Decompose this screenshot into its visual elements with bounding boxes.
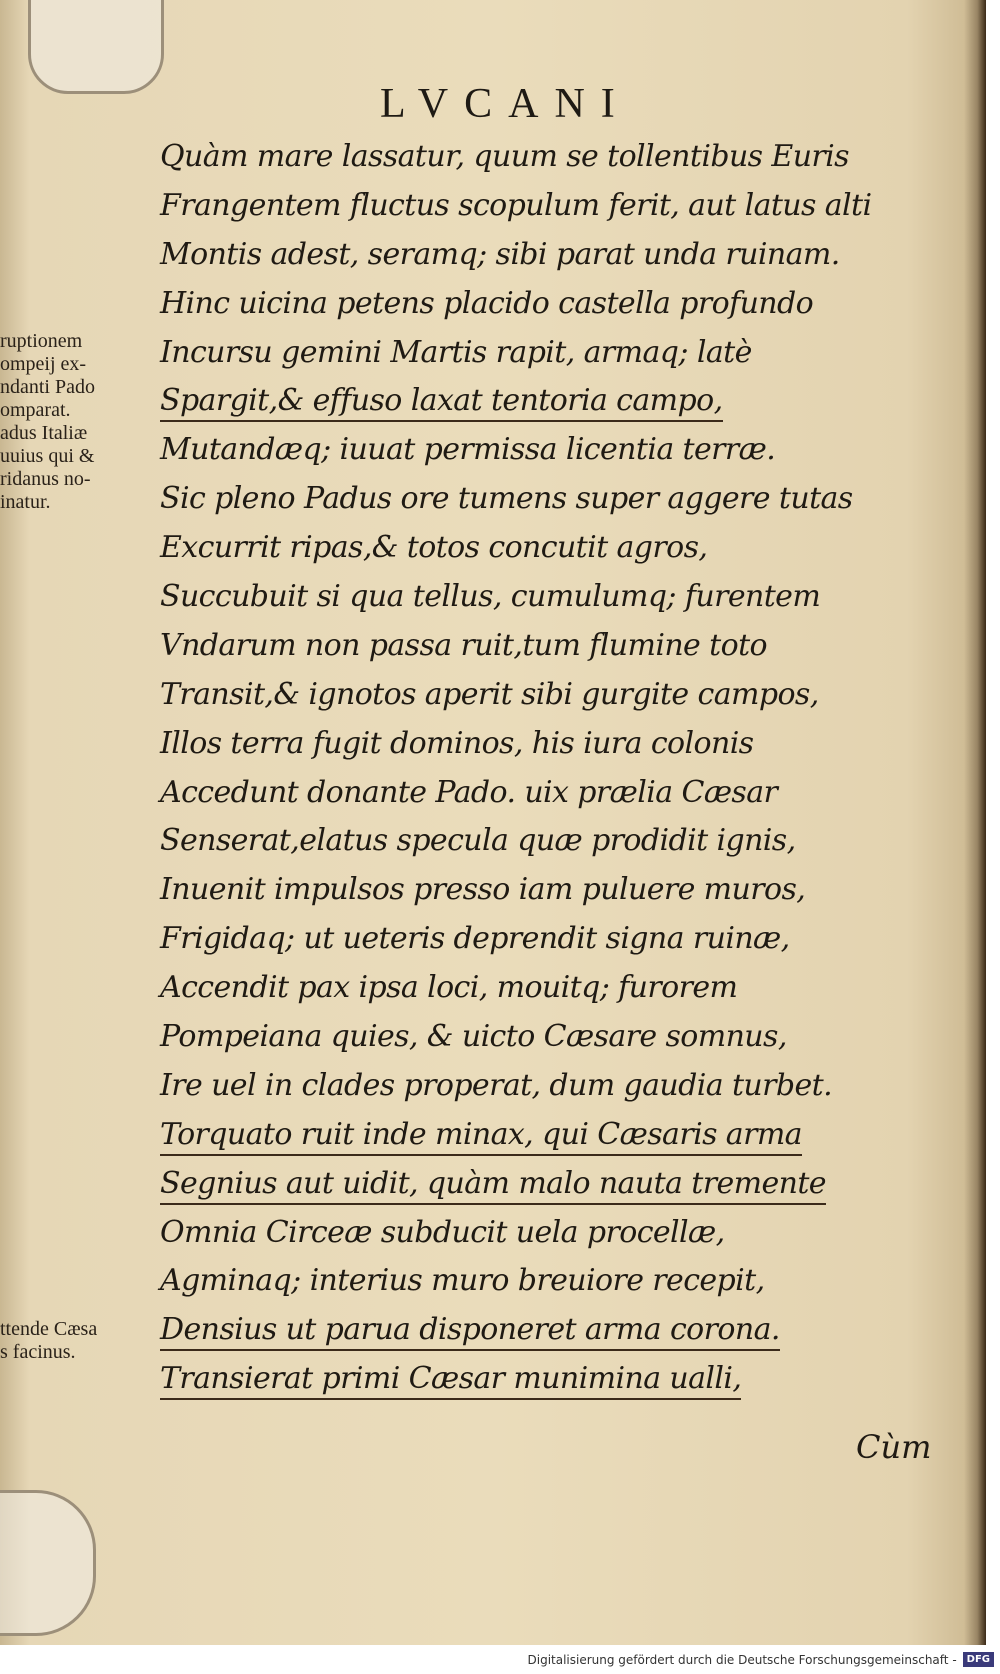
footer-credit-text: Digitalisierung gefördert durch die Deutsche Forschungsgemeinschaft - [527,1652,957,1667]
verse-line-underlined: Transierat primi Cæsar munimina ualli, [160,1355,960,1404]
verse-line: Inuenit impulsos presso iam puluere muros, [160,872,806,908]
verse-line-underlined: Densius ut parua disponeret arma corona. [160,1306,960,1355]
verse-line: Pompeiana quies, & uicto Cæsare somnus, [160,1019,787,1055]
margin-note-line: ndanti Pado [0,376,95,398]
paper-stain-top [28,0,164,94]
verse-line: Illos terra fugit dominos, his iura colonis [160,725,754,761]
margin-note-line: omparat. [0,399,71,421]
verse-line: Accedunt donante Pado. uix prælia Cæsar [160,774,778,810]
verse-line: Sic pleno Padus ore tumens super aggere tutas [160,481,853,517]
margin-note-line: inatur. [0,491,51,513]
margin-note-2 [0,1318,160,1364]
margin-note-line: adus Italiæ [0,422,88,444]
verse-line: Frigidaq; ut ueteris deprendit signa ruinæ, [160,921,790,957]
verse-line: Senserat,elatus specula quæ prodidit ignis, [160,823,796,859]
digitization-footer [0,1645,1000,1674]
verse-line: Hinc uicina petens placido castella profundo [160,285,814,321]
paper-stain-bottom [0,1490,96,1636]
verse-line-underlined: Segnius aut uidit, quàm malo nauta tremente [160,1160,960,1209]
verse-line: Mutandæq; iuuat permissa licentia terræ. [160,432,776,468]
verse-line: Incursu gemini Martis rapit, armaq; latè [160,334,752,370]
margin-note-line: ompeij ex- [0,353,87,375]
catchword: Cùm [856,1428,932,1466]
verse-line: Agminaq; interius muro breuiore recepit, [160,1263,765,1299]
verse-line-underlined: Torquato ruit inde minax, qui Cæsaris arma [160,1111,960,1160]
verse-line: Quàm mare lassatur, quum se tollentibus Euris [160,139,849,174]
verse-line: Omnia Circeæ subducit uela procellæ, [160,1214,725,1250]
margin-note-line: s facinus. [0,1341,76,1363]
verse-block [160,133,960,1404]
verse-line: Vndarum non passa ruit,tum flumine toto [160,627,767,663]
verse-line-underlined: Spargit,& effuso laxat tentoria campo, [160,377,960,426]
verse-line: Accendit pax ipsa loci, mouitq; furorem [160,970,738,1006]
page-edge-shadow [964,0,986,1645]
margin-note-line: ruptionem [0,330,83,352]
running-head: LVCANI [380,81,631,127]
margin-note-line: ttende Cæsa [0,1318,98,1340]
verse-line: Excurrit ripas,& totos concutit agros, [160,530,708,566]
verse-line: Transit,& ignotos aperit sibi gurgite campos, [160,676,819,712]
verse-line: Succubuit si qua tellus, cumulumq; furentem [160,579,821,615]
verse-line: Ire uel in clades properat, dum gaudia turbet. [160,1067,833,1103]
verse-line: Frangentem fluctus scopulum ferit, aut latus alti [160,187,872,223]
verse-line: Montis adest, seramq; sibi parat unda ruinam. [160,236,840,272]
dfg-logo: DFG [963,1652,994,1667]
margin-note-1 [0,330,160,514]
margin-note-line: uuius qui & [0,445,95,467]
margin-note-line: ridanus no- [0,468,91,490]
